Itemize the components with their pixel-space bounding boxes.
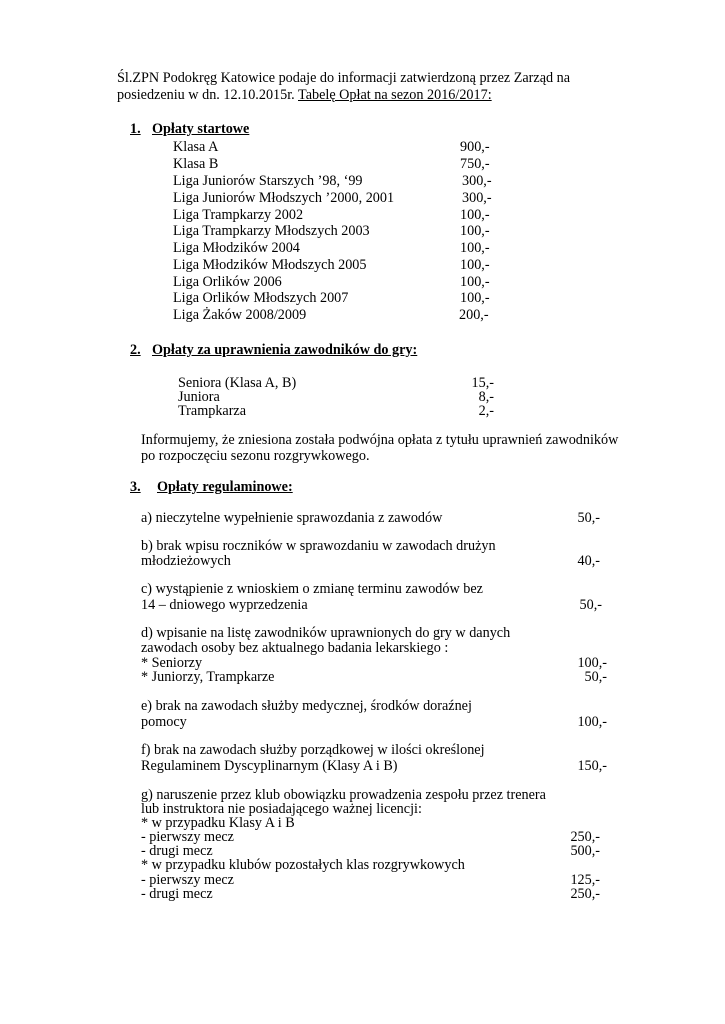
fee-label: Liga Juniorów Młodszych ’2000, 2001 (173, 190, 395, 206)
penalty-f-value: 150,- (577, 758, 607, 774)
permit-value: 15,- (471, 375, 494, 391)
penalty-g-line-1: g) naruszenie przez klub obowiązku prowadzenia zespołu przez trenera (141, 787, 546, 803)
permit-note-line-2: po rozpoczęciu sezonu rozgrywkowego. (141, 448, 370, 464)
penalty-f-line-1: f) brak na zawodach służby porządkowej w ilości określonej (141, 742, 485, 758)
fee-label: Liga Juniorów Starszych ’98, ‘99 (173, 173, 363, 189)
penalty-e-line-2: pomocy (141, 714, 187, 730)
fee-label: Liga Żaków 2008/2009 (173, 307, 307, 323)
penalty-g-value-8: 250,- (570, 886, 600, 902)
fee-value: 300,- (462, 190, 492, 206)
fee-label: Liga Trampkarzy 2002 (173, 207, 304, 223)
fee-value: 200,- (459, 307, 489, 323)
penalty-d-value-3: 100,- (577, 655, 607, 671)
fee-value: 100,- (460, 257, 490, 273)
fee-value: 100,- (460, 223, 490, 239)
penalty-c-line-2: 14 – dniowego wyprzedzenia (141, 597, 308, 613)
fee-value: 100,- (460, 290, 490, 306)
section-2-title: Opłaty za uprawnienia zawodników do gry: (152, 342, 418, 358)
fee-label: Liga Orlików 2006 (173, 274, 282, 290)
penalty-g-line-7: - pierwszy mecz (141, 872, 234, 888)
penalty-d-line-4: * Juniorzy, Trampkarze (141, 669, 275, 685)
intro-line-1: Śl.ZPN Podokręg Katowice podaje do informacji zatwierdzoną przez Zarząd na (117, 70, 571, 86)
penalty-b-line-1: b) brak wpisu roczników w sprawozdaniu w zawodach drużyn (141, 538, 496, 554)
permit-label: Trampkarza (178, 403, 247, 419)
penalty-g-line-8: - drugi mecz (141, 886, 213, 902)
fee-label: Klasa B (173, 156, 219, 172)
penalty-e-value: 100,- (577, 714, 607, 730)
penalty-c-line-1: c) wystąpienie z wnioskiem o zmianę terminu zawodów bez (141, 581, 483, 597)
penalty-g-line-5: - drugi mecz (141, 843, 213, 859)
penalty-d-value-4: 50,- (584, 669, 607, 685)
penalty-c-value: 50,- (579, 597, 602, 613)
permit-label: Seniora (Klasa A, B) (178, 375, 297, 391)
permit-label: Juniora (178, 389, 220, 405)
section-3-number: 3. (130, 479, 141, 495)
fee-label: Liga Młodzików Młodszych 2005 (173, 257, 367, 273)
fee-value: 900,- (460, 139, 490, 155)
penalty-g-line-4: - pierwszy mecz (141, 829, 234, 845)
section-1-title: Opłaty startowe (152, 121, 250, 137)
penalty-a-text: a) nieczytelne wypełnienie sprawozdania z zawodów (141, 510, 443, 526)
fee-label: Liga Trampkarzy Młodszych 2003 (173, 223, 370, 239)
penalty-d-line-3: * Seniorzy (141, 655, 203, 671)
fee-label: Liga Orlików Młodszych 2007 (173, 290, 349, 306)
penalty-g-value-7: 125,- (570, 872, 600, 888)
fee-value: 100,- (460, 207, 490, 223)
penalty-g-line-6: * w przypadku klubów pozostałych klas rozgrywkowych (141, 857, 465, 873)
intro-line-2-text: posiedzeniu w dn. 12.10.2015r. (117, 87, 299, 103)
intro-line-2 (117, 87, 492, 103)
section-1-number: 1. (130, 121, 141, 137)
fee-value: 100,- (460, 240, 490, 256)
penalty-g-value-4: 250,- (570, 829, 600, 845)
fee-value: 750,- (460, 156, 490, 172)
penalty-d-line-1: d) wpisanie na listę zawodników uprawnionych do gry w danych (141, 625, 511, 641)
penalty-f-line-2: Regulaminem Dyscyplinarnym (Klasy A i B) (141, 758, 398, 774)
fee-label: Liga Młodzików 2004 (173, 240, 300, 256)
permit-note-line-1: Informujemy, że zniesiona została podwójna opłata z tytułu uprawnień zawodników (141, 432, 619, 448)
fee-value: 300,- (462, 173, 492, 189)
penalty-a-value: 50,- (577, 510, 600, 526)
fee-value: 100,- (460, 274, 490, 290)
penalty-e-line-1: e) brak na zawodach służby medycznej, środków doraźnej (141, 698, 472, 714)
intro-line-2-underlined: Tabelę Opłat na sezon 2016/2017: (298, 87, 492, 103)
penalty-g-line-3: * w przypadku Klasy A i B (141, 815, 295, 831)
section-3-title: Opłaty regulaminowe: (157, 479, 293, 495)
penalty-b-line-2: młodzieżowych (141, 553, 231, 569)
penalty-g-value-5: 500,- (570, 843, 600, 859)
penalty-g-line-2: lub instruktora nie posiadającego ważnej licencji: (141, 801, 422, 817)
penalty-b-value: 40,- (577, 553, 600, 569)
section-2-number: 2. (130, 342, 141, 358)
permit-value: 8,- (478, 389, 494, 405)
penalty-d-line-2: zawodach osoby bez aktualnego badania lekarskiego : (141, 640, 449, 656)
permit-value: 2,- (478, 403, 494, 419)
fee-label: Klasa A (173, 139, 219, 155)
